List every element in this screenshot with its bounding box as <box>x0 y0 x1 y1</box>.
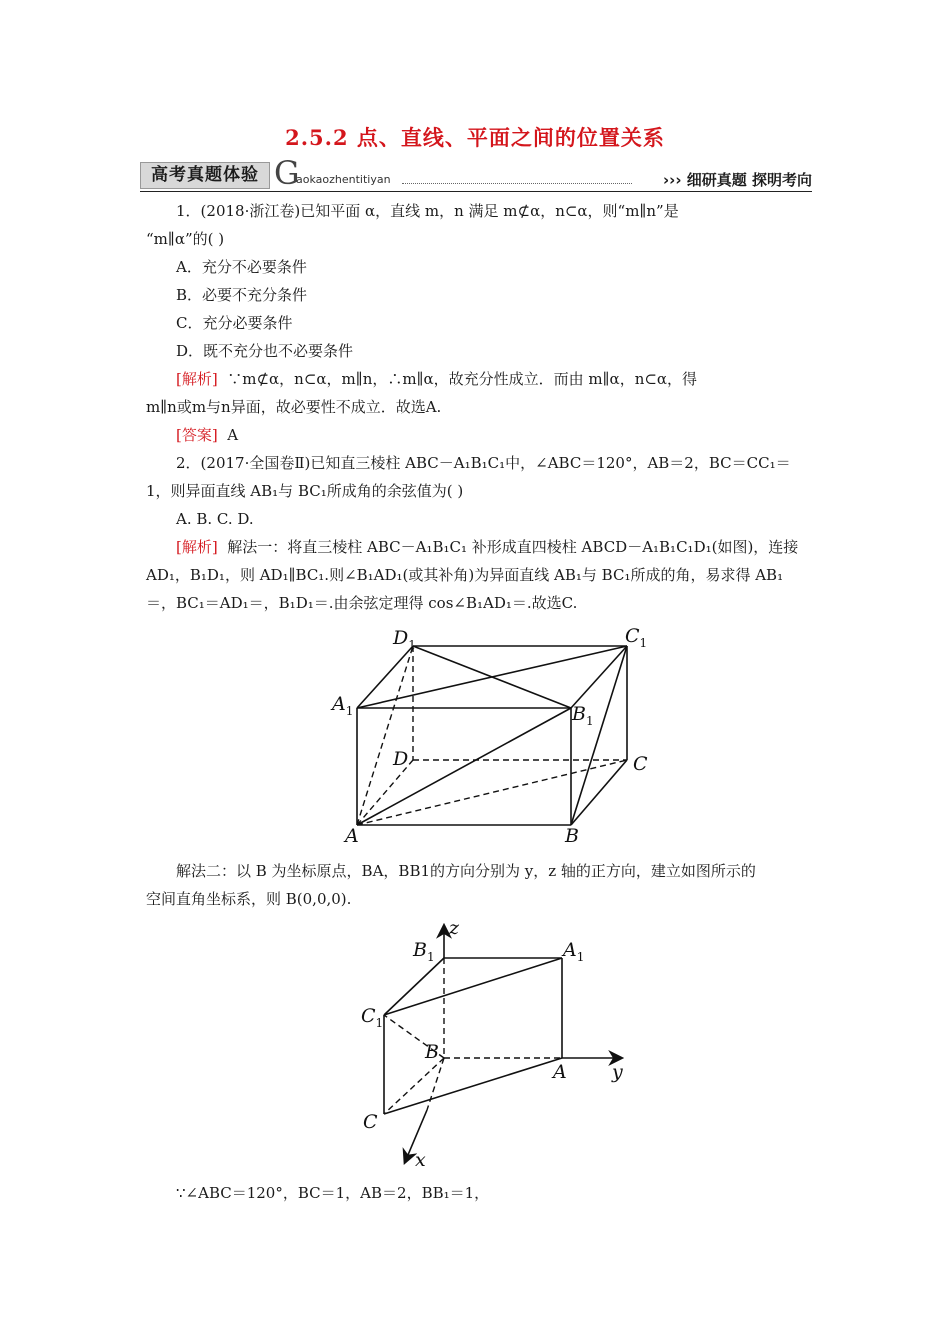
q1-stem-line2: “m∥α”的( ) <box>146 230 225 248</box>
q1-option-d: D．既不充分也不必要条件 <box>176 342 354 360</box>
edge-bc <box>384 1058 444 1114</box>
q1-analysis-line2: m∥n或m与n异面，故必要性不成立．故选A. <box>146 398 442 416</box>
figure-coordinates <box>355 918 635 1170</box>
edge-c1a1 <box>384 958 562 1015</box>
q1-option-b: B．必要不充分条件 <box>176 286 308 304</box>
label-x: x <box>415 1149 426 1170</box>
banner-underline <box>140 191 812 192</box>
q2-analysis-line1 <box>176 534 798 561</box>
label-d1: $D_1$ <box>393 627 416 652</box>
edge-d1a1 <box>357 646 413 708</box>
label-d: D <box>393 748 409 770</box>
q2-final-line: ∵∠ABC＝120°，BC＝1，AB＝2，BB₁＝1， <box>176 1184 490 1202</box>
figure-prism-svg <box>325 620 665 850</box>
label-a: A <box>345 825 359 847</box>
label-a1: $A_1$ <box>332 693 354 718</box>
q1-option-a: A．充分不必要条件 <box>176 258 307 276</box>
q2-method2-line2: 空间直角坐标系，则 B(0,0,0). <box>146 890 352 908</box>
figure-prism <box>325 620 665 850</box>
figure-coordinates-svg <box>355 918 635 1170</box>
banner-label: 高考真题体验 <box>140 162 270 189</box>
label-c1: $C_1$ <box>361 1005 384 1030</box>
section-banner <box>140 154 812 194</box>
q2-stem-line1: 2．(2017·全国卷Ⅱ)已知直三棱柱 ABC－A₁B₁C₁中，∠ABC＝120°，AB＝2，BC＝CC₁＝ <box>176 454 791 472</box>
analysis-tag: [解析] <box>176 538 218 556</box>
q2-stem-line2: 1，则异面直线 AB₁与 BC₁所成角的余弦值为( ) <box>146 482 464 500</box>
banner-pinyin: aokaozhentitiyan <box>296 173 391 186</box>
q1-answer-value: A <box>227 426 239 444</box>
banner-slogan: ››› 细研真题 探明考向 <box>663 171 812 189</box>
q2-analysis-text: 解法一：将直三棱柱 ABC－A₁B₁C₁ 补形成直四棱柱 ABCD－A₁B₁C₁D₁(如图)，连接 <box>227 538 799 556</box>
edge-b1c1 <box>571 646 627 708</box>
label-c: C <box>363 1111 378 1133</box>
label-b: B <box>425 1041 439 1063</box>
q1-stem-line1: 1．(2018·浙江卷)已知平面 α，直线 m，n 满足 m⊄α，n⊂α，则“m∥n”是 <box>176 202 679 220</box>
q2-options: A. B. C. D. <box>176 510 254 528</box>
label-y: y <box>612 1061 623 1083</box>
answer-tag: [答案] <box>176 426 218 444</box>
banner-initial: G <box>274 154 300 192</box>
page-title: 2.5.2 点、直线、平面之间的位置关系 <box>285 125 665 150</box>
q1-option-c: C．充分必要条件 <box>176 314 293 332</box>
label-c1: $C_1$ <box>625 625 648 650</box>
segment-bc1 <box>571 646 627 825</box>
label-c: C <box>633 753 648 775</box>
q2-analysis-line2: AD₁，B₁D₁，则 AD₁∥BC₁.则∠B₁AD₁(或其补角)为异面直线 AB₁与 BC₁所成的角，易求得 AB₁ <box>146 566 784 584</box>
label-b: B <box>565 825 579 847</box>
q1-analysis-text: ∵m⊄α，n⊂α，m∥n，∴m∥α，故充分性成立．而由 m∥α，n⊂α，得 <box>227 370 698 388</box>
q1-answer <box>176 422 238 449</box>
q2-method2-line1: 解法二：以 B 为坐标原点，BA，BB1的方向分别为 y，z 轴的正方向，建立如图所示的 <box>176 862 756 880</box>
q1-analysis-line1 <box>176 366 697 393</box>
segment-d1b1 <box>413 646 571 708</box>
label-z: z <box>449 918 460 939</box>
label-b1: $B_1$ <box>572 703 594 728</box>
q2-analysis-line3: ＝，BC₁＝AD₁＝，B₁D₁＝.由余弦定理得 cos∠B₁AD₁＝.故选C. <box>146 594 578 612</box>
label-a1: $A_1$ <box>563 939 585 964</box>
edge-ca <box>384 1058 562 1114</box>
segment-ab1 <box>357 708 571 825</box>
analysis-tag: [解析] <box>176 370 218 388</box>
banner-divider <box>402 183 632 184</box>
edge-b1c1 <box>384 958 444 1015</box>
label-b1: $B_1$ <box>413 939 435 964</box>
edge-bc <box>571 760 627 825</box>
label-a: A <box>553 1061 567 1083</box>
